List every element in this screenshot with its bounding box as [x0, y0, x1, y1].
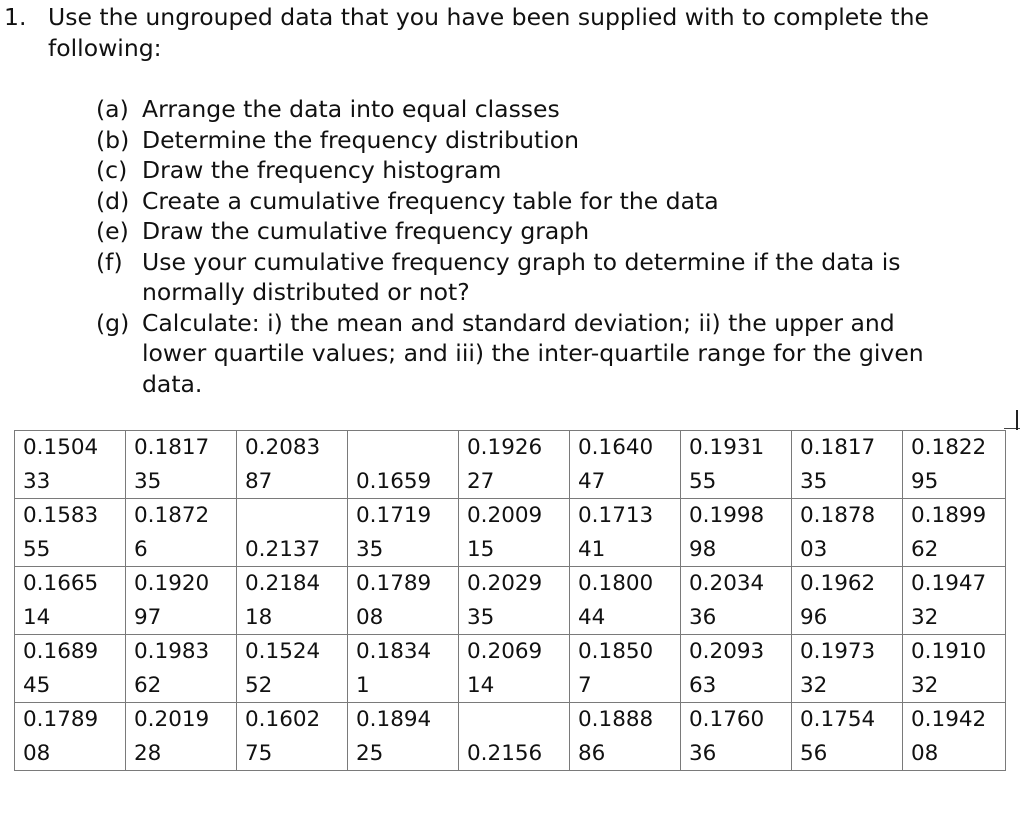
question-part-line: [96, 216, 1006, 247]
table-cell: 35: [459, 601, 570, 635]
table-cell: 35: [126, 465, 237, 499]
table-cell: 35: [792, 465, 903, 499]
part-text: Use your cumulative frequency graph to determine if the data is: [142, 247, 901, 276]
table-edge-mark: [1016, 410, 1018, 430]
table-cell: 28: [126, 737, 237, 771]
table-cell: 0.2184: [237, 567, 348, 601]
table-cell: 47: [570, 465, 681, 499]
table-cell: 6: [126, 533, 237, 567]
part-label: (d): [96, 186, 130, 215]
table-cell: 56: [792, 737, 903, 771]
table-cell: 0.1910: [903, 635, 1006, 669]
part-text: Create a cumulative frequency table for the data: [142, 186, 719, 215]
table-cell: 27: [459, 465, 570, 499]
table-cell: 35: [348, 533, 459, 567]
table-cell: 0.1817: [126, 431, 237, 465]
table-cell: 0.1789: [348, 567, 459, 601]
question-block: [0, 2, 1010, 64]
table-cell: 0.1926: [459, 431, 570, 465]
table-cell: 75: [237, 737, 348, 771]
table-cell: 25: [348, 737, 459, 771]
table-cell: 33: [15, 465, 126, 499]
table-cell: 0.2029: [459, 567, 570, 601]
table-cell: 0.1872: [126, 499, 237, 533]
table-cell: 0.1894: [348, 703, 459, 737]
table-cell: 0.1888: [570, 703, 681, 737]
part-text: data.: [142, 369, 203, 398]
table-row: [15, 669, 1006, 703]
part-text: Arrange the data into equal classes: [142, 95, 560, 123]
table-cell: 08: [903, 737, 1006, 771]
table-row: [15, 635, 1006, 669]
table-cell: 0.2069: [459, 635, 570, 669]
table-cell: 0.1602: [237, 703, 348, 737]
table-cell: 14: [15, 601, 126, 635]
table-cell: 14: [459, 669, 570, 703]
table-cell: 98: [681, 533, 792, 567]
question-intro-line-1: Use the ungrouped data that you have been supplied with to complete the: [48, 3, 929, 31]
table-cell: 0.1822: [903, 431, 1006, 465]
table-cell: 32: [792, 669, 903, 703]
table-cell: 0.2093: [681, 635, 792, 669]
part-text: normally distributed or not?: [142, 278, 470, 306]
table-cell: [348, 431, 459, 465]
question-part-line: [96, 308, 1006, 339]
part-label: (a): [96, 95, 129, 123]
table-cell: 15: [459, 533, 570, 567]
table-cell: 0.1998: [681, 499, 792, 533]
question-part-line: [96, 338, 1006, 369]
part-label: (g): [96, 308, 130, 337]
table-cell: 36: [681, 737, 792, 771]
table-cell: 0.1719: [348, 499, 459, 533]
table-cell: 08: [15, 737, 126, 771]
table-row: [15, 499, 1006, 533]
table-cell: 0.2019: [126, 703, 237, 737]
table-row: [15, 703, 1006, 737]
table-cell: 0.1962: [792, 567, 903, 601]
table-cell: 0.1789: [15, 703, 126, 737]
question-part-line: [96, 125, 1006, 156]
question-part-line: [96, 369, 1006, 400]
table-cell: 0.2009: [459, 499, 570, 533]
table-cell: 41: [570, 533, 681, 567]
table-cell: 0.2156: [459, 737, 570, 771]
table-cell: 0.1754: [792, 703, 903, 737]
table-cell: 0.1983: [126, 635, 237, 669]
table-cell: 96: [792, 601, 903, 635]
table-cell: 32: [903, 669, 1006, 703]
part-label: (c): [96, 156, 128, 184]
table-cell: 18: [237, 601, 348, 635]
table-cell: 0.1504: [15, 431, 126, 465]
table-cell: 36: [681, 601, 792, 635]
question-number: 1.: [4, 3, 27, 31]
question-part-line: [96, 186, 1006, 217]
table-cell: 0.1942: [903, 703, 1006, 737]
table-cell: 0.1920: [126, 567, 237, 601]
table-cell: 86: [570, 737, 681, 771]
table-cell: 0.2137: [237, 533, 348, 567]
table-row: [15, 567, 1006, 601]
part-text: Calculate: i) the mean and standard deviation; ii) the upper and: [142, 308, 895, 337]
table-cell: 32: [903, 601, 1006, 635]
table-cell: 55: [681, 465, 792, 499]
table-cell: 0.1899: [903, 499, 1006, 533]
question-part-line: [96, 277, 1006, 308]
part-text: Draw the frequency histogram: [142, 156, 502, 184]
part-label: (e): [96, 217, 129, 245]
table-cell: 08: [348, 601, 459, 635]
table-cell: 0.1931: [681, 431, 792, 465]
table-cell: 0.1947: [903, 567, 1006, 601]
question-part-line: [96, 247, 1006, 278]
table-cell: 0.1524: [237, 635, 348, 669]
table-cell: 0.1583: [15, 499, 126, 533]
table-cell: 0.1640: [570, 431, 681, 465]
table-cell: 0.1850: [570, 635, 681, 669]
table-cell: 55: [15, 533, 126, 567]
table-row: [15, 533, 1006, 567]
table-cell: 03: [792, 533, 903, 567]
table-row: [15, 601, 1006, 635]
table-cell: 0.2083: [237, 431, 348, 465]
part-text: Determine the frequency distribution: [142, 125, 580, 154]
table-cell: 44: [570, 601, 681, 635]
question-parts-list: [96, 94, 1006, 399]
table-cell: 0.2034: [681, 567, 792, 601]
table-cell: 0.1878: [792, 499, 903, 533]
table-cell: [459, 703, 570, 737]
table-cell: 0.1973: [792, 635, 903, 669]
table-cell: 1: [348, 669, 459, 703]
question-part-line: [96, 94, 1006, 125]
table-cell: 0.1834: [348, 635, 459, 669]
question-intro: [0, 2, 1010, 33]
table-cell: 0.1665: [15, 567, 126, 601]
data-table: [14, 430, 1006, 771]
table-cell: 0.1713: [570, 499, 681, 533]
part-label: (f): [96, 247, 123, 276]
question-part-line: [96, 155, 1006, 186]
table-cell: 62: [126, 669, 237, 703]
table-cell: 62: [903, 533, 1006, 567]
table-row: [15, 737, 1006, 771]
table-cell: 87: [237, 465, 348, 499]
part-text: Draw the cumulative frequency graph: [142, 217, 590, 245]
part-label: (b): [96, 125, 130, 154]
table-cell: [237, 499, 348, 533]
question-intro-line-2: following:: [48, 34, 162, 62]
table-cell: 45: [15, 669, 126, 703]
table-cell: 52: [237, 669, 348, 703]
part-text: lower quartile values; and iii) the inter-quartile range for the given: [142, 339, 924, 367]
table-cell: 7: [570, 669, 681, 703]
table-cell: 0.1817: [792, 431, 903, 465]
table-cell: 97: [126, 601, 237, 635]
table-cell: 0.1800: [570, 567, 681, 601]
table-cell: 95: [903, 465, 1006, 499]
table-cell: 0.1760: [681, 703, 792, 737]
table-cell: 0.1689: [15, 635, 126, 669]
table-row: [15, 431, 1006, 465]
table-cell: 0.1659: [348, 465, 459, 499]
table-row: [15, 465, 1006, 499]
table-cell: 63: [681, 669, 792, 703]
